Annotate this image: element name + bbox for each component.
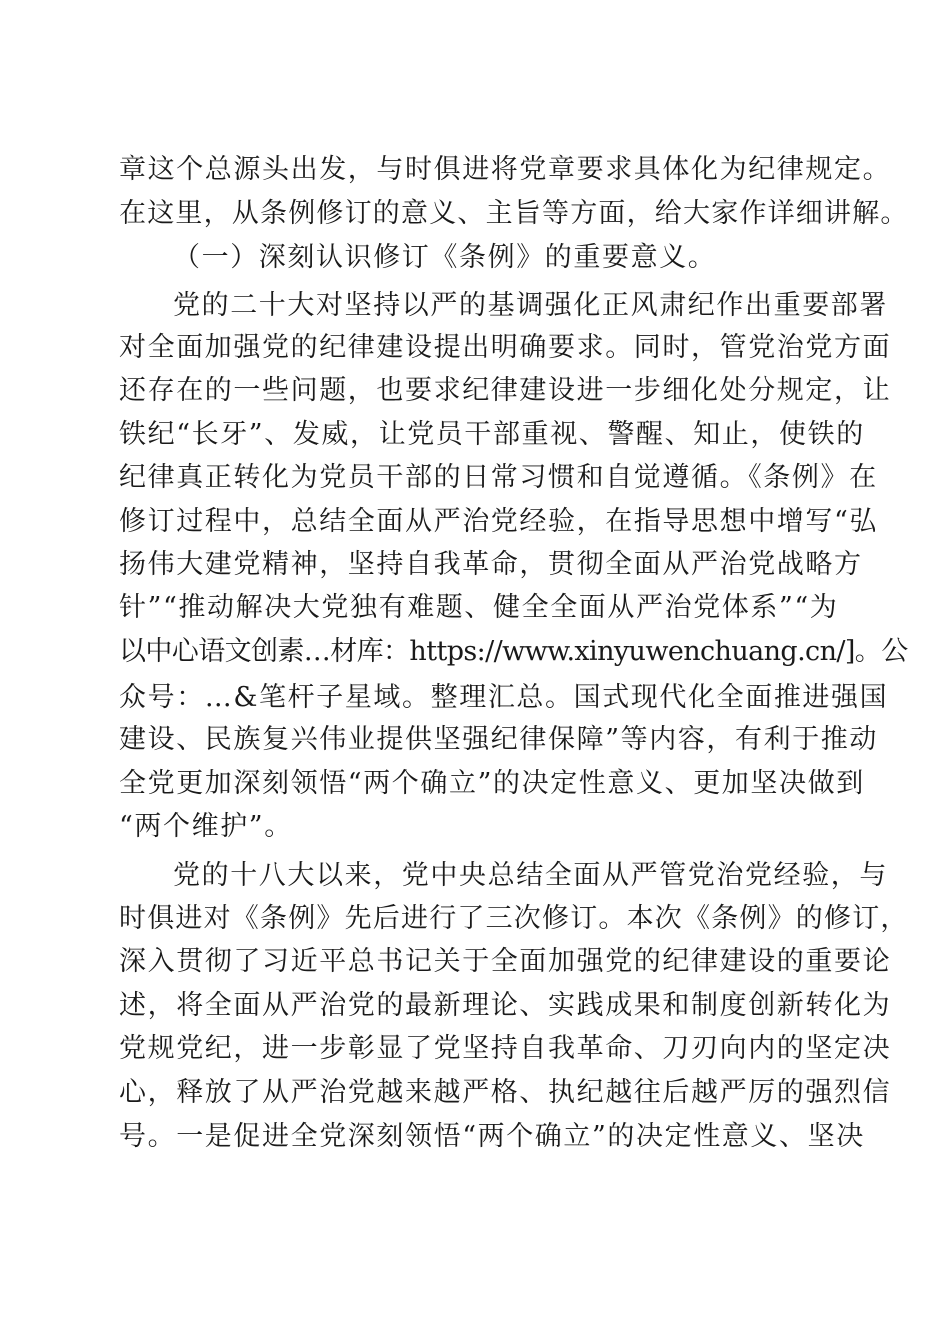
text-line: 以中心语文创素…材库：https://www.xinyuwenchuang.cn/]。公 xyxy=(119,636,908,667)
section-heading: （一）深刻认识修订《条例》的重要意义。 xyxy=(173,242,717,273)
text-line: 时俱进对《条例》先后进行了三次修订。本次《条例》的修订， xyxy=(119,903,909,934)
text-line: 还存在的一些问题，也要求纪律建设进一步细化处分规定，让 xyxy=(119,375,892,406)
text-line: 章这个总源头出发，与时俱进将党章要求具体化为纪律规定。 xyxy=(119,154,892,185)
text-line: 修订过程中，总结全面从严治党经验，在指导思想中增写“弘 xyxy=(119,506,879,537)
text-line: 铁纪“长牙”、发威，让党员干部重视、警醒、知止，使铁的 xyxy=(119,419,865,450)
text-line: 深入贯彻了习近平总书记关于全面加强党的纪律建设的重要论 xyxy=(119,946,892,977)
text-line: 在这里，从条例修订的意义、主旨等方面，给大家作详细讲解。 xyxy=(119,198,909,229)
text-line: 号。一是促进全党深刻领悟“两个确立”的决定性意义、坚决 xyxy=(119,1121,865,1152)
text-line: 党的二十大对坚持以严的基调强化正风肃纪作出重要部署 xyxy=(173,290,888,321)
text-line: 针”“推动解决大党独有难题、健全全面从严治党体系”“为 xyxy=(119,592,839,623)
text-line: 党规党纪，进一步彰显了党坚持自我革命、刀刃向内的坚定决 xyxy=(119,1033,892,1064)
text-line: 纪律真正转化为党员干部的日常习惯和自觉遵循。《条例》在 xyxy=(119,462,878,493)
text-line: 党的十八大以来，党中央总结全面从严管党治党经验，与 xyxy=(173,860,888,891)
text-line: 扬伟大建党精神，坚持自我革命，贯彻全面从严治党战略方 xyxy=(119,549,863,580)
text-line: 建设、民族复兴伟业提供坚强纪律保障”等内容，有利于推动 xyxy=(119,724,879,755)
text-line: “两个维护”。 xyxy=(119,811,293,842)
text-line: 众号：…&笔杆子星域。整理汇总。国式现代化全面推进强国 xyxy=(119,682,889,713)
text-line: 述，将全面从严治党的最新理论、实践成果和制度创新转化为 xyxy=(119,990,892,1021)
text-line: 心，释放了从严治党越来越严格、执纪越往后越严厉的强烈信 xyxy=(119,1077,892,1108)
text-line: 对全面加强党的纪律建设提出明确要求。同时，管党治党方面 xyxy=(119,332,892,363)
text-line: 全党更加深刻领悟“两个确立”的决定性意义、更加坚决做到 xyxy=(119,768,865,799)
